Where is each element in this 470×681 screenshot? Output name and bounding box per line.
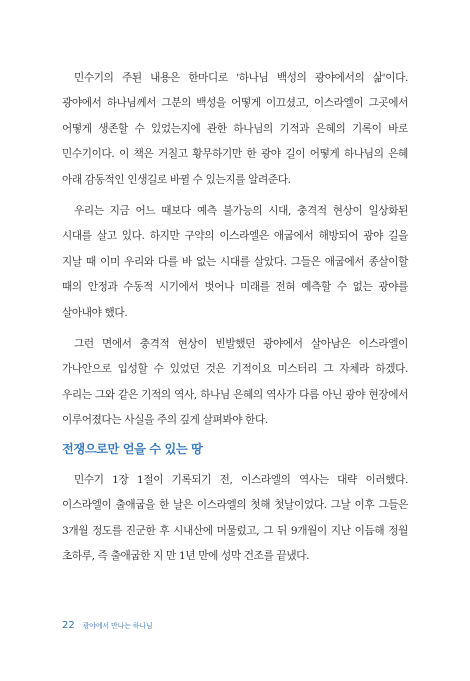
intro-paragraph-1: 민수기의 주된 내용은 한마디로 '하나님 백성의 광야에서의 삶'이다. 광야에서 하나님께서 그분의 백성을 어떻게 이끄셨고, 이스라엘이 그곳에서 어떻게 생존할 수 있었는지에 관한 하나님의 기적과 은혜의 기록이 바로 민수기이다. 이 책은 거칠고 황무하기만 한 광야 길이 어떻게 하나님의 은혜 아래 감동적인 인생길로 바뀔 수 있는지를 알려준다. [62, 72, 408, 186]
section-text-block [62, 468, 408, 576]
section-heading: 전쟁으로만 얻을 수 있는 땅 [62, 442, 203, 456]
page-footer [62, 620, 152, 631]
intro-text-block [62, 66, 408, 440]
page-number: 22 [62, 620, 75, 631]
intro-paragraph-2: 우리는 지금 어느 때보다 예측 불가능의 시대, 충격적 현상이 일상화된 시대를 살고 있다. 하지만 구약의 이스라엘은 애굽에서 해방되어 광야 길을 지날 때 이미 우리와 다를 바 없는 시대를 살았다. 그들은 애굽에서 종살이할 때의 안정과 수동적 시기에서 벗어나 미래를 전혀 예측할 수 없는 광야를 살아내야 했다. [62, 205, 408, 319]
running-book-title: 광야에서 만나는 하나님 [82, 622, 153, 630]
section-paragraph-1: 민수기 1장 1절이 기록되기 전, 이스라엘의 역사는 대략 이러했다. 이스라엘이 출애굽을 한 날은 이스라엘의 첫해 첫날이었다. 그날 이후 그들은 3개월 정도를 진군한 후 시내산에 머물렀고, 그 뒤 9개월이 지난 이듬해 정월 초하루, 즉 출애굽한 지 만 1년 만에 성막 건조를 끝냈다. [62, 474, 408, 563]
intro-paragraph-3: 그런 면에서 충격적 현상이 빈발했던 광야에서 살아남은 이스라엘이 가나안으로 입성할 수 있었던 것은 기적이요 미스터리 그 자체라 하겠다. 우리는 그와 같은 기적의 역사, 하나님 은혜의 역사가 다름 아닌 광야 현장에서 이루어졌다는 사실을 주의 깊게 살펴봐야 한다. [62, 338, 408, 427]
